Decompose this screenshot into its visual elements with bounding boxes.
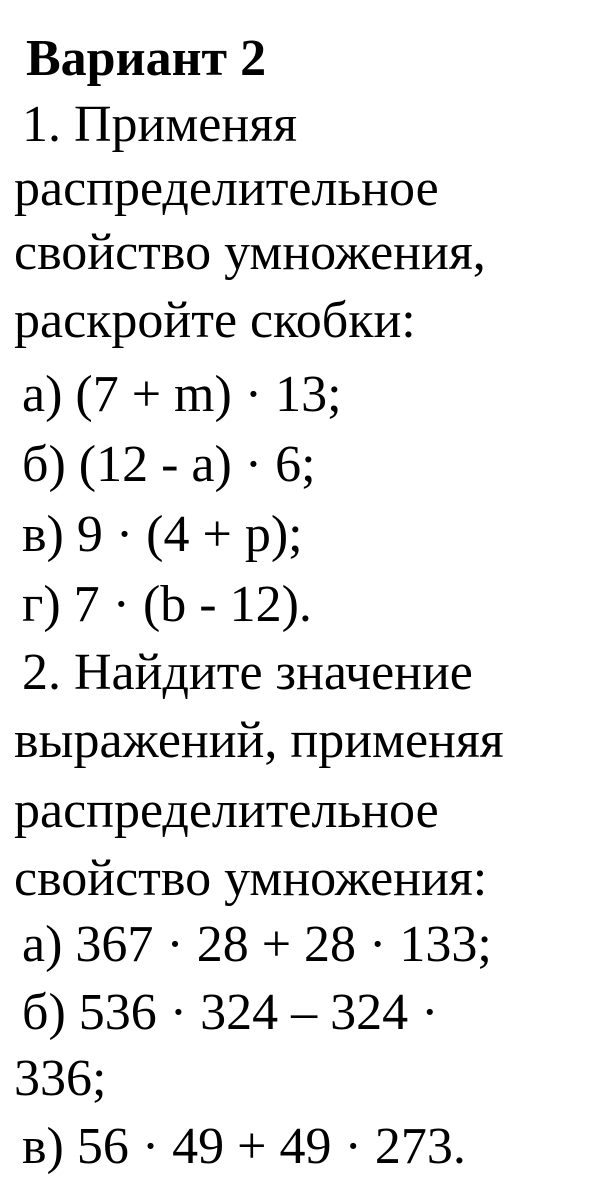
task1-text-line: распределительное [14,160,439,217]
task1-text-line: раскройте скобки: [14,292,416,349]
task1-text-line: свойство умножения, [14,224,486,281]
task1-heading: 1. Применяя [22,96,298,153]
task1-item-a: а) (7 + m) · 13; [22,366,342,423]
task2-item-b-continuation: 336; [14,1050,107,1107]
task2-text-line: выражений, применяя [14,712,504,769]
task2-item-a: а) 367 · 28 + 28 · 133; [22,916,492,973]
task2-text-line: свойство умножения: [14,850,488,907]
variant-title: Вариант 2 [26,30,267,87]
task2-heading: 2. Найдите значение [22,644,473,701]
task2-text-line: распределительное [14,782,439,839]
task2-item-b: б) 536 · 324 – 324 · [22,984,439,1041]
task1-item-g: г) 7 · (b - 12). [22,576,312,633]
task1-item-v: в) 9 · (4 + p); [22,506,303,563]
task1-item-b: б) (12 - а) · 6; [22,436,316,493]
task2-item-v: в) 56 · 49 + 49 · 273. [22,1118,466,1175]
